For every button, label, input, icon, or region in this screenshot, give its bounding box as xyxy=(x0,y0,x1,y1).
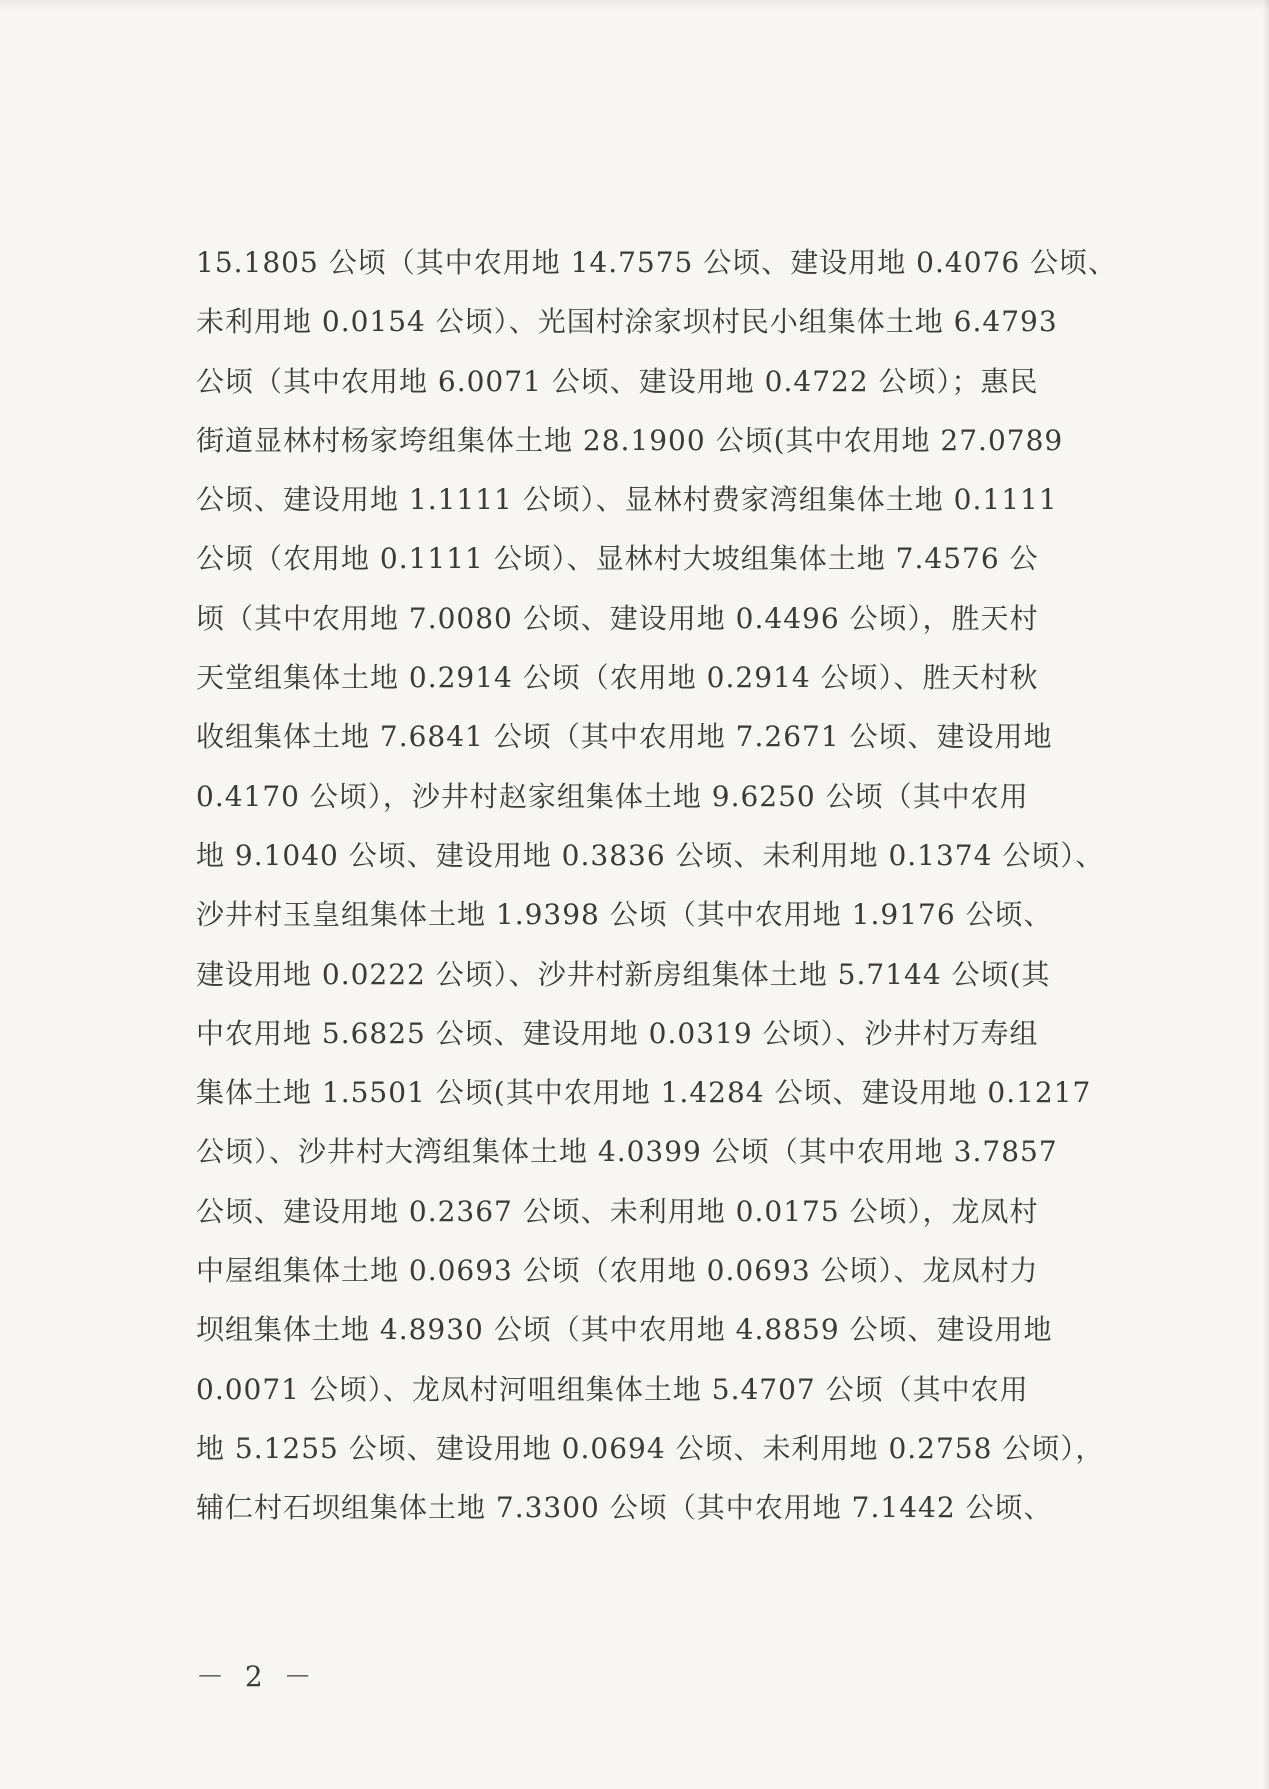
text-line-3: 公顷（其中农用地 6.0071 公顷、建设用地 0.4722 公顷）；惠民 xyxy=(196,364,1039,398)
scan-edge-top xyxy=(0,0,1269,10)
text-line-20: 0.0071 公顷）、龙凤村河咀组集体土地 5.4707 公顷（其中农用 xyxy=(196,1372,1029,1406)
text-line-8: 天堂组集体土地 0.2914 公顷（农用地 0.2914 公顷）、胜天村秋 xyxy=(196,661,1039,695)
text-line-22: 辅仁村石坝组集体土地 7.3300 公顷（其中农用地 7.1442 公顷、 xyxy=(196,1491,1053,1525)
text-line-18: 中屋组集体土地 0.0693 公顷（农用地 0.0693 公顷）、龙凤村力 xyxy=(196,1254,1039,1288)
text-line-10: 0.4170 公顷），沙井村赵家组集体土地 9.6250 公顷（其中农用 xyxy=(196,779,1029,813)
text-line-5: 公顷、建设用地 1.1111 公顷）、显林村费家湾组集体土地 0.1111 xyxy=(196,483,1058,517)
scan-edge-right xyxy=(1263,0,1269,1789)
text-line-17: 公顷、建设用地 0.2367 公顷、未利用地 0.0175 公顷），龙凤村 xyxy=(196,1194,1039,1228)
text-line-1: 15.1805 公顷（其中农用地 14.7575 公顷、建设用地 0.4076 公顷、 xyxy=(196,246,1118,279)
text-line-11: 地 9.1040 公顷、建设用地 0.3836 公顷、未利用地 0.1374 公顷）、 xyxy=(196,838,1105,872)
text-line-13: 建设用地 0.0222 公顷）、沙井村新房组集体土地 5.7144 公顷(其 xyxy=(196,957,1051,991)
text-line-16: 公顷）、沙井村大湾组集体土地 4.0399 公顷（其中农用地 3.7857 xyxy=(196,1135,1058,1169)
text-line-4: 街道显林村杨家垮组集体土地 28.1900 公顷(其中农用地 27.0789 xyxy=(196,423,1064,457)
text-line-6: 公顷（农用地 0.1111 公顷）、显林村大坡组集体土地 7.4576 公 xyxy=(196,542,1039,576)
text-line-12: 沙井村玉皇组集体土地 1.9398 公顷（其中农用地 1.9176 公顷、 xyxy=(196,898,1053,932)
page-number: － 2 － xyxy=(196,1660,318,1693)
body-text xyxy=(196,233,1136,1538)
text-line-15: 集体土地 1.5501 公顷(其中农用地 1.4284 公顷、建设用地 0.1217 xyxy=(196,1076,1092,1110)
text-line-9: 收组集体土地 7.6841 公顷（其中农用地 7.2671 公顷、建设用地 xyxy=(196,720,1053,754)
text-line-2: 未利用地 0.0154 公顷）、光国村涂家坝村民小组集体土地 6.4793 xyxy=(196,305,1058,339)
text-line-7: 顷（其中农用地 7.0080 公顷、建设用地 0.4496 公顷），胜天村 xyxy=(196,601,1039,635)
text-line-19: 坝组集体土地 4.8930 公顷（其中农用地 4.8859 公顷、建设用地 xyxy=(196,1313,1053,1347)
text-line-21: 地 5.1255 公顷、建设用地 0.0694 公顷、未利用地 0.2758 公顷）， xyxy=(196,1431,1105,1465)
text-line-14: 中农用地 5.6825 公顷、建设用地 0.0319 公顷）、沙井村万寿组 xyxy=(196,1016,1039,1050)
